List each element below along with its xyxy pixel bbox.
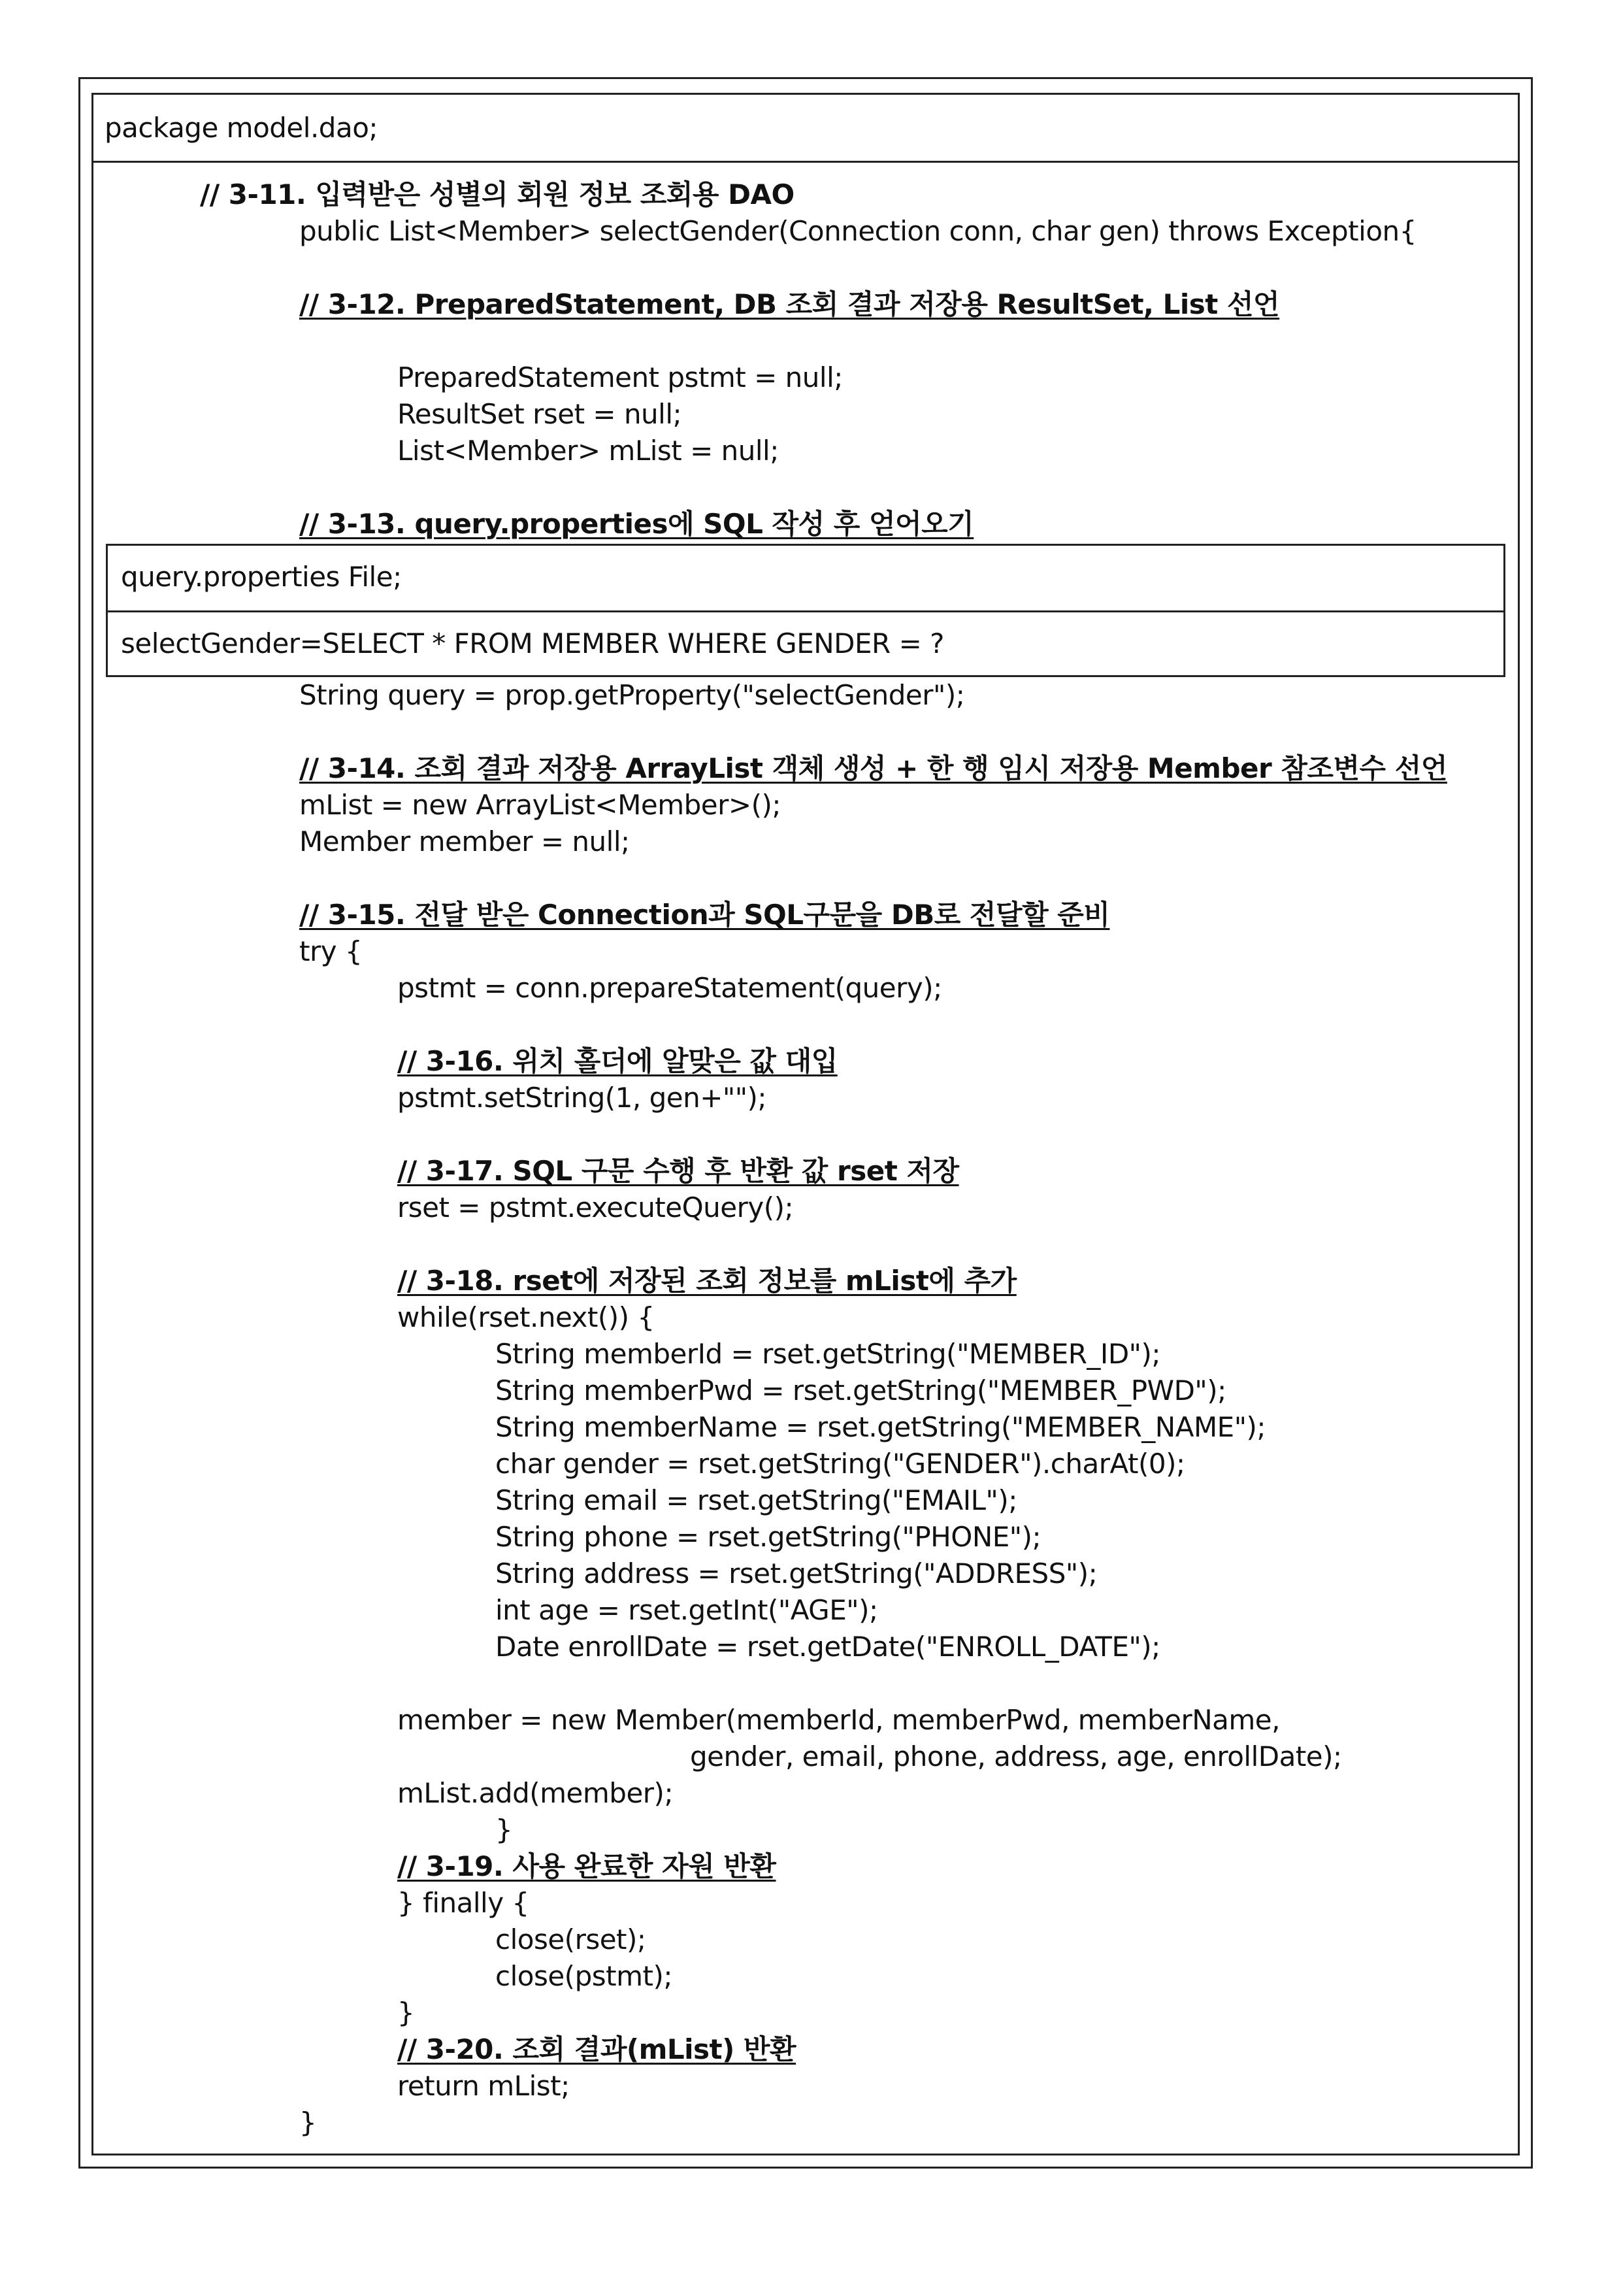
properties-content: selectGender=SELECT * FROM MEMBER WHERE GENDER = ?	[121, 627, 944, 659]
code-line-2: public List<Member> selectGender(Connection conn, char gen) throws Exception{	[299, 215, 1417, 247]
code-line-14: pstmt = conn.prepareStatement(query);	[397, 972, 942, 1004]
code-comment-3-15: // 3-15. 전달 받은 Connection과 SQL구문을 DB로 전달할 준비	[299, 899, 1110, 931]
code-line-10: mList = new ArrayList<Member>();	[299, 789, 781, 821]
code-line-40: return mList;	[397, 2070, 570, 2102]
code-line-23: String memberName = rset.getString("MEMBER_NAME");	[495, 1411, 1266, 1443]
properties-title: query.properties File;	[121, 561, 402, 593]
code-line-6: List<Member> mList = null;	[397, 435, 779, 467]
package-divider	[91, 161, 1520, 163]
code-line-36: close(rset);	[495, 1923, 646, 1955]
code-line-25: String email = rset.getString("EMAIL");	[495, 1484, 1017, 1516]
code-line-22: String memberPwd = rset.getString("MEMBER_PWD");	[495, 1374, 1226, 1406]
code-line-11: Member member = null;	[299, 825, 630, 857]
code-comment-3-18: // 3-18. rset에 저장된 조회 정보를 mList에 추가	[397, 1265, 1017, 1297]
code-line-27: String address = rset.getString("ADDRESS");	[495, 1557, 1098, 1589]
code-line-4: PreparedStatement pstmt = null;	[397, 361, 843, 393]
code-line-21: String memberId = rset.getString("MEMBER_ID");	[495, 1338, 1161, 1370]
code-line-29: Date enrollDate = rset.getDate("ENROLL_DATE");	[495, 1631, 1160, 1663]
code-comment-3-19: // 3-19. 사용 완료한 자원 반환	[397, 1850, 776, 1882]
code-line-13: try {	[299, 935, 363, 967]
code-line-32: mList.add(member);	[397, 1777, 674, 1809]
code-line-38: }	[397, 1997, 415, 2029]
code-line-37: close(pstmt);	[495, 1960, 672, 1992]
code-line-1: // 3-11. 입력받은 성별의 회원 정보 조회용 DAO	[200, 178, 795, 210]
code-line-5: ResultSet rset = null;	[397, 398, 682, 430]
code-line-41: }	[299, 2106, 317, 2138]
code-line-28: int age = rset.getInt("AGE");	[495, 1594, 878, 1626]
code-line-24: char gender = rset.getString("GENDER").charAt(0);	[495, 1448, 1185, 1480]
code-comment-3-17: // 3-17. SQL 구문 수행 후 반환 값 rset 저장	[397, 1155, 959, 1187]
code-frame	[91, 93, 1520, 2155]
code-line-33: }	[495, 1814, 513, 1846]
code-line-31: gender, email, phone, address, age, enrollDate);	[690, 1740, 1342, 1772]
code-comment-3-14: // 3-14. 조회 결과 저장용 ArrayList 객체 생성 + 한 행 임시 저장용 Member 참조변수 선언	[299, 752, 1447, 784]
code-line-26: String phone = rset.getString("PHONE");	[495, 1521, 1041, 1553]
code-comment-3-16: // 3-16. 위치 홀더에 알맞은 값 대입	[397, 1045, 838, 1077]
code-line-18: rset = pstmt.executeQuery();	[397, 1191, 794, 1223]
properties-box	[106, 544, 1505, 677]
code-comment-3-20: // 3-20. 조회 결과(mList) 반환	[397, 2033, 796, 2065]
code-line-16: pstmt.setString(1, gen+"");	[397, 1082, 767, 1114]
code-comment-3-13: // 3-13. query.properties에 SQL 작성 후 얻어오기	[299, 508, 974, 540]
code-line-30: member = new Member(memberId, memberPwd, memberName,	[397, 1704, 1280, 1736]
properties-divider	[108, 610, 1503, 612]
package-declaration: package model.dao;	[105, 112, 378, 144]
code-line-35: } finally {	[397, 1887, 529, 1919]
code-line-20: while(rset.next()) {	[397, 1301, 655, 1333]
code-line-8: String query = prop.getProperty("selectGender");	[299, 679, 965, 711]
code-comment-3-12: // 3-12. PreparedStatement, DB 조회 결과 저장용 ResultSet, List 선언	[299, 288, 1280, 320]
